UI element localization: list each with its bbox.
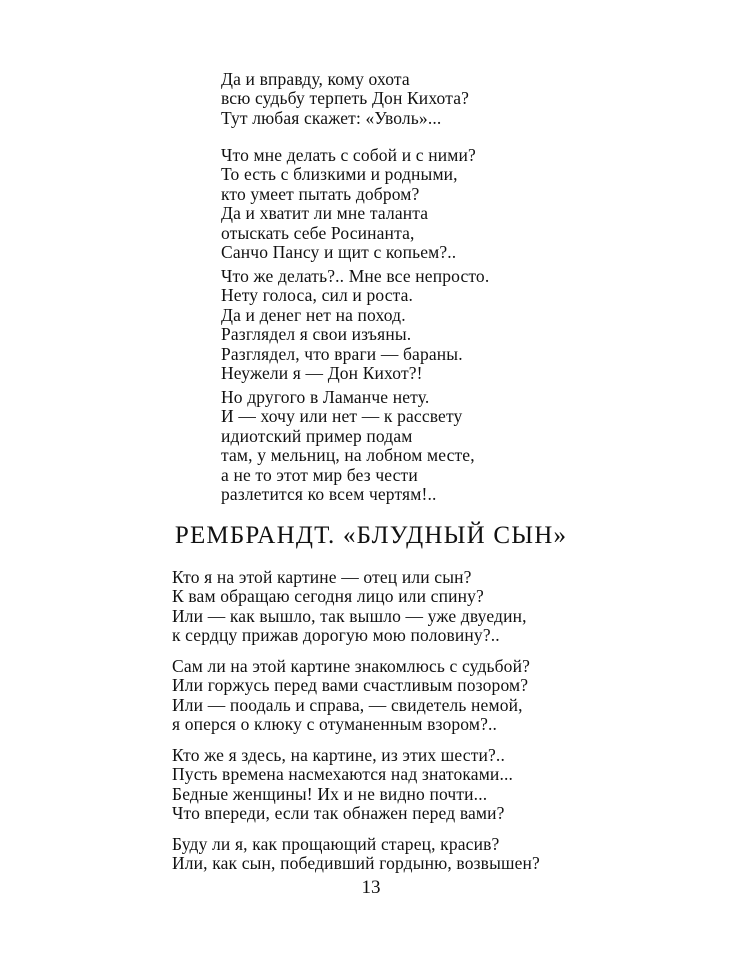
poem-line: я оперся о клюку с отуманенным взором?.. <box>172 714 498 735</box>
poem-title: РЕМБРАНДТ. «БЛУДНЫЙ СЫН» <box>174 522 568 549</box>
poem-line: К вам обращаю сегодня лицо или спину? <box>172 586 484 607</box>
poem1-stanza-3 <box>221 267 489 383</box>
poem1-stanza-2 <box>221 146 476 262</box>
poem-line: Что мне делать с собой и с ними? <box>221 145 476 165</box>
poem-line: Сам ли на этой картине знакомлюсь с судьбой? <box>172 656 531 676</box>
poem-line: Но другого в Ламанче нету. <box>221 387 430 407</box>
poem-line: к сердцу прижав дорогую мою половину?.. <box>172 625 500 646</box>
poem-line: Что же делать?.. Мне все непросто. <box>221 266 490 286</box>
page-number: 13 <box>361 877 381 898</box>
poem-line: а не то этот мир без чести <box>221 464 418 485</box>
poem-line: разлетится ко всем чертям!.. <box>221 484 437 505</box>
poem2-stanza-2 <box>172 657 530 735</box>
poem-line: кто умеет пытать добром? <box>221 183 420 204</box>
poem2-stanza-4 <box>172 835 540 874</box>
poem-line: идиотский пример подам <box>221 425 413 446</box>
poem-line: там, у мельниц, на лобном месте, <box>221 445 475 466</box>
poem-line: Да и денег нет на поход. <box>221 304 406 325</box>
poem2-stanza-3 <box>172 746 513 824</box>
poem-line: Или — как вышло, так вышло — уже двуедин, <box>172 605 527 626</box>
poem-line: Пусть времена насмехаются над знатоками... <box>172 764 514 785</box>
poem-line: всю судьбу терпеть Дон Кихота? <box>221 88 470 109</box>
poem-line: Буду ли я, как прощающий старец, красив? <box>172 834 500 854</box>
poem-line: То есть с близкими и родными, <box>221 164 458 185</box>
poem-line: Нету голоса, сил и роста. <box>221 285 414 306</box>
poem-line: Кто же я здесь, на картине, из этих шести?.. <box>172 745 505 765</box>
poem-line: Разглядел я свои изъяны. <box>221 324 412 345</box>
poem-line: отыскать себе Росинанта, <box>221 222 415 243</box>
poem-line: Кто я на этой картине — отец или сын? <box>172 567 472 587</box>
poem-line: Или — поодаль и справа, — свидетель немой, <box>172 694 523 715</box>
poem1-stanza-1 <box>221 70 469 128</box>
poem-line: Санчо Пансу и щит с копьем?.. <box>221 242 457 263</box>
poem-line: Или горжусь перед вами счастливым позором? <box>172 675 529 696</box>
poem-line: Тут любая скажет: «Уволь»... <box>221 107 442 128</box>
poem-line: Что впереди, если так обнажен перед вами? <box>172 803 505 824</box>
poem-line: Да и вправду, кому охота <box>221 69 410 89</box>
poem-line: Неужели я — Дон Кихот?! <box>221 363 423 384</box>
poem1-stanza-4 <box>221 388 475 504</box>
poem-line: Или, как сын, победивший гордыню, возвышен? <box>172 853 540 874</box>
poem-line: Да и хватит ли мне таланта <box>221 203 429 224</box>
poem-line: Бедные женщины! Их и не видно почти... <box>172 783 488 804</box>
poem-line: Разглядел, что враги — бараны. <box>221 343 463 364</box>
poem-line: И — хочу или нет — к рассвету <box>221 406 463 427</box>
poem2-stanza-1 <box>172 568 527 646</box>
